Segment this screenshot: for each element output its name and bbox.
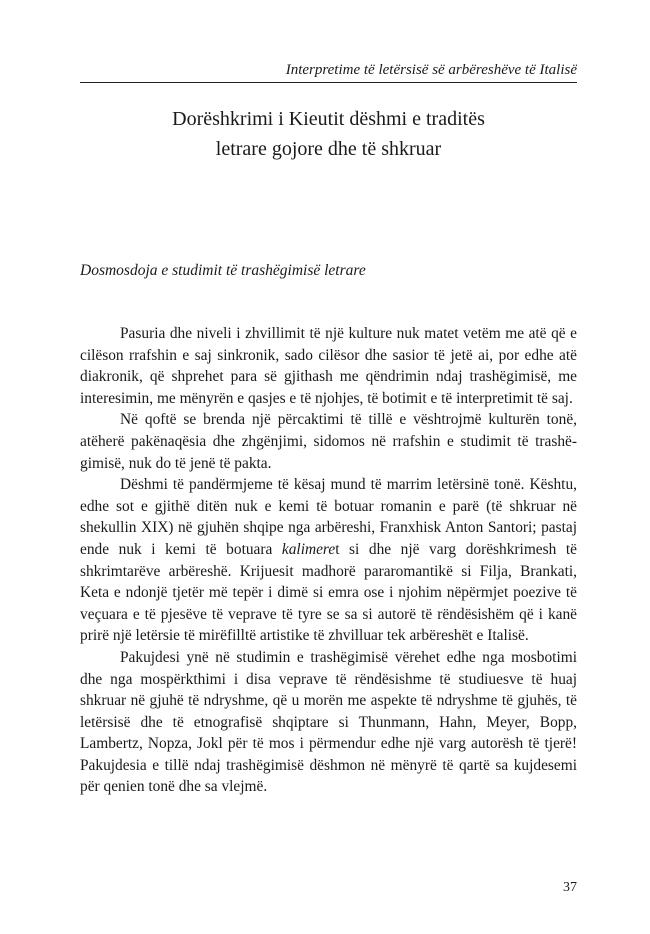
paragraph-4: Pakujdesi ynë në studimin e trashëgimisë vërehet edhe nga mosbotimi dhe nga mospërkthimi i disa veprave të rëndësishme të studiuesve të huaj shkruar në gjuhë të ndryshme, që u morën me aspekte të ndryshme të gjuhës, të letërsisë dhe të etnografisë shqiptare si Thunmann, Hahn, Meyer, Bopp, Lambertz, Nopza, Jokl për të mos i përmendur edhe një varg autorësh të tjerë! Pakujdesia e tillë ndaj trashëgimisë dëshmon në mënyrë të qartë sa kujdesemi për qenien tonë dhe sa vlejmë. bbox=[80, 648, 577, 796]
page-number: 37 bbox=[563, 880, 577, 895]
paragraph-3-text-a: Dëshmi të pandërmjeme të kësaj mund të marrim letërsinë tonë. Kështu, edhe sot e gjithë ditën nuk e kemi të botuar romanin e parë (të shkruar në shekullin XIX) në gjuhën shqipe nga arbëreshi, Franxhisk Anton Santori; pastaj ende nuk i kemi të botuara bbox=[80, 476, 577, 558]
paragraph-2: Në qoftë se brenda një përcaktimi të tillë e vështrojmë kulturën tonë, atëherë pakënaqësia dhe zhgënjimi, sidomos në rrafshin e studimit të trashëgimisë, nuk do të jenë të pakta. bbox=[80, 411, 577, 472]
chapter-title bbox=[80, 104, 577, 164]
paragraph-3-text-b: t si dhe një varg dorëshkrimesh të shkrimtarëve arbëreshë. Krijuesit madhorë pararomantikë si Filja, Brankati, Keta e ndonjë tjetër më tepër i dimë si emra ose i njohim nëpërmjet poezive të veçuara e të pjesëve të veprave të tyre se sa si autorë të rëndësishëm që i kanë prirë një letërsie të mirëfilltë artistike të zhvilluar tek arbëreshët e Italisë. bbox=[80, 540, 577, 645]
running-header: Interpretime të letërsisë së arbëreshëve të Italisë bbox=[285, 62, 577, 78]
chapter-title-line-2: letrare gojore dhe të shkruar bbox=[215, 138, 442, 160]
paragraph-1: Pasuria dhe niveli i zhvillimit të një kulture nuk matet vetëm me atë që e cilëson rrafshin e saj sinkronik, sado cilësor dhe sasior të jetë ai, por edhe atë diakronik, që shprehet para së gjithash me qëndrimin ndaj trashëgimisë, me interesimin, me mënyrën e qasjes e të njohjes, të botimit e të interpretimit të saj. bbox=[80, 325, 577, 407]
header-rule bbox=[80, 82, 577, 83]
paragraph-3 bbox=[80, 474, 577, 647]
paragraph-3-italic-term: kalimere bbox=[281, 540, 336, 558]
chapter-title-line-1: Dorëshkrimi i Kieutit dëshmi e traditës bbox=[172, 108, 485, 130]
body-text bbox=[80, 323, 577, 798]
section-heading: Dosmosdoja e studimit të trashëgimisë letrare bbox=[80, 262, 366, 279]
